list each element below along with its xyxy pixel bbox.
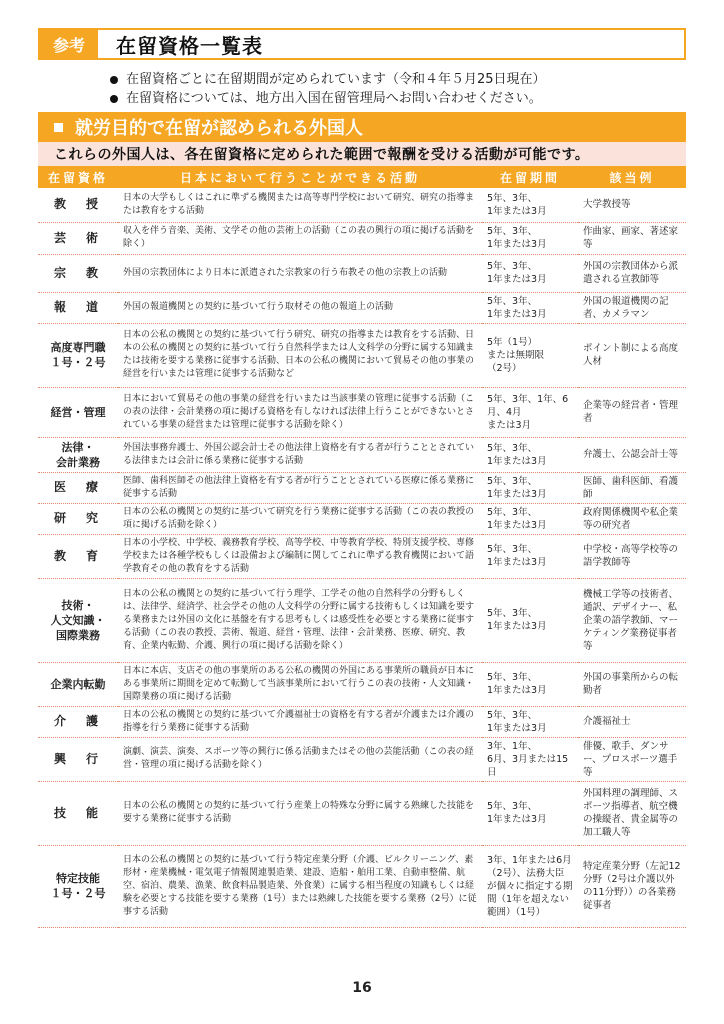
note-item — [110, 70, 546, 89]
activity-cell: 日本の大学もしくはこれに準ずる機関または高等専門学校において研究、研究の指導または教育をする活動 — [118, 188, 482, 222]
table-row — [38, 578, 686, 662]
table-header-row — [38, 166, 686, 188]
activity-cell: 日本の公私の機関との契約に基づいて研究を行う業務に従事する活動（この表の教授の項に掲げる活動を除く） — [118, 503, 482, 534]
period-cell: 5年、3年、 1年または3月 — [482, 781, 578, 845]
section-title: 就労目的で在留が認められる外国人 — [75, 118, 363, 139]
activity-cell: 日本の公私の機関との契約に基づいて行う特定産業分野（介護、ビルクリーニング、素形材・産業機械・電気電子情報関連製造業、建設、造船・舶用工業、自動車整備、航空、宿泊、農業、漁業、飲食料品製造業、外食業）に属する相当程度の知識もしくは経験を必要とする技能を要する業務（1号）または熟練した技能を要する業務（2号）に従事する活動 — [118, 845, 482, 927]
example-cell: 機械工学等の技術者、通訳、デザイナー、私企業の語学教師、マーケティング業務従事者等 — [578, 578, 686, 662]
activity-cell: 外国の宗教団体により日本に派遣された宗教家の行う布教その他の宗教上の活動 — [118, 254, 482, 292]
section-heading — [38, 112, 686, 142]
period-cell: 5年、3年、 1年または3月 — [482, 534, 578, 578]
activity-cell: 収入を伴う音楽、美術、文学その他の芸術上の活動（この表の興行の項に掲げる活動を除く） — [118, 222, 482, 254]
table-row — [38, 503, 686, 534]
period-cell: 5年、3年、 1年または3月 — [482, 706, 578, 737]
bullet-icon — [110, 76, 118, 84]
status-cell: 医 療 — [38, 472, 118, 503]
period-cell: 5年（1号） または無期限 （2号） — [482, 323, 578, 387]
activity-cell: 日本の公私の機関との契約に基づいて行う産業上の特殊な分野に属する熟練した技能を要する業務に従事する活動 — [118, 781, 482, 845]
status-cell: 特定技能 １号・２号 — [38, 845, 118, 927]
status-cell: 経営・管理 — [38, 387, 118, 437]
page-header — [38, 28, 686, 60]
activity-cell: 日本の公私の機関との契約に基づいて介護福祉士の資格を有する者が介護または介護の指導を行う業務に従事する活動 — [118, 706, 482, 737]
period-cell: 5年、3年、 1年または3月 — [482, 254, 578, 292]
example-cell: 医師、歯科医師、看護師 — [578, 472, 686, 503]
activity-cell: 日本に本店、支店その他の事業所のある公私の機関の外国にある事業所の職員が日本にある事業所に期間を定めて転勤して当該事業所において行うこの表の技術・人文知識・国際業務の項に掲げる活動 — [118, 662, 482, 706]
period-cell: 3年、1年または6月（2号）、法務大臣が個々に指定する期間（1年を超えない範囲）（1号） — [482, 845, 578, 927]
table-row — [38, 323, 686, 387]
period-cell: 5年、3年、 1年または3月 — [482, 188, 578, 222]
column-header-example: 該当例 — [578, 166, 686, 188]
table-row — [38, 737, 686, 781]
note-item — [110, 89, 546, 108]
table-row — [38, 781, 686, 845]
notes-list — [110, 70, 546, 108]
table-row — [38, 437, 686, 472]
activity-cell: 日本において貿易その他の事業の経営を行いまたは当該事業の管理に従事する活動（この表の法律・会計業務の項に掲げる資格を有しなければ法律上行うことができないとされている事業の経営または管理に従事する活動を除く） — [118, 387, 482, 437]
table-row — [38, 706, 686, 737]
square-icon — [54, 123, 63, 132]
period-cell: 5年、3年、 1年または3月 — [482, 222, 578, 254]
activity-cell: 日本の公私の機関との契約に基づいて行う研究、研究の指導または教育をする活動、日本の公私の機関との契約に基づいて行う自然科学または人文科学の分野に属する知識または技術を要する業務に従事する活動、日本の公私の機関において貿易その他の事業の経営を行いまたは管理に従事する活動など — [118, 323, 482, 387]
activity-cell: 外国の報道機関との契約に基づいて行う取材その他の報道上の活動 — [118, 292, 482, 323]
example-cell: 外国の事業所からの転勤者 — [578, 662, 686, 706]
status-cell: 技 能 — [38, 781, 118, 845]
example-cell: 俳優、歌手、ダンサー、プロスポーツ選手等 — [578, 737, 686, 781]
column-header-status: 在留資格 — [38, 166, 118, 188]
table-row — [38, 387, 686, 437]
status-cell: 研 究 — [38, 503, 118, 534]
table-row — [38, 188, 686, 222]
example-cell: 作曲家、画家、著述家等 — [578, 222, 686, 254]
status-table — [38, 166, 686, 928]
reference-tag: 参考 — [40, 30, 98, 58]
status-cell: 技術・ 人文知識・ 国際業務 — [38, 578, 118, 662]
period-cell: 5年、3年、 1年または3月 — [482, 292, 578, 323]
table-row — [38, 292, 686, 323]
note-text: 在留資格ごとに在留期間が定められています（令和４年５月25日現在） — [126, 72, 546, 87]
table-row — [38, 845, 686, 927]
column-header-period: 在留期間 — [482, 166, 578, 188]
status-cell: 教 育 — [38, 534, 118, 578]
period-cell: 5年、3年、1年、6月、4月 または3月 — [482, 387, 578, 437]
example-cell: 政府関係機関や私企業等の研究者 — [578, 503, 686, 534]
status-cell: 教 授 — [38, 188, 118, 222]
table-row — [38, 254, 686, 292]
example-cell: 中学校・高等学校等の語学教師等 — [578, 534, 686, 578]
status-cell: 興 行 — [38, 737, 118, 781]
table-row — [38, 472, 686, 503]
period-cell: 5年、3年、 1年または3月 — [482, 503, 578, 534]
period-cell: 5年、3年、 1年または3月 — [482, 662, 578, 706]
status-cell: 企業内転勤 — [38, 662, 118, 706]
bullet-icon — [110, 95, 118, 103]
status-cell: 宗 教 — [38, 254, 118, 292]
period-cell: 5年、3年、 1年または3月 — [482, 472, 578, 503]
note-text: 在留資格については、地方出入国在留管理局へお問い合わせください。 — [126, 91, 542, 106]
example-cell: 外国の宗教団体から派遣される宣教師等 — [578, 254, 686, 292]
period-cell: 5年、3年、 1年または3月 — [482, 578, 578, 662]
section-subtitle: これらの外国人は、各在留資格に定められた範囲で報酬を受ける活動が可能です。 — [38, 142, 686, 166]
activity-cell: 日本の小学校、中学校、義務教育学校、高等学校、中等教育学校、特別支援学校、専修学校または各種学校もしくは設備および編制に関してこれに準ずる教育機関において語学教育その他の教育をする活動 — [118, 534, 482, 578]
activity-cell: 演劇、演芸、演奏、スポーツ等の興行に係る活動またはその他の芸能活動（この表の経営・管理の項に掲げる活動を除く） — [118, 737, 482, 781]
status-cell: 介 護 — [38, 706, 118, 737]
example-cell: 外国の報道機関の記者、カメラマン — [578, 292, 686, 323]
example-cell: 企業等の経営者・管理者 — [578, 387, 686, 437]
example-cell: 特定産業分野（左記12分野（2号は介護以外の11分野））の各業務従事者 — [578, 845, 686, 927]
example-cell: 介護福祉士 — [578, 706, 686, 737]
page-title: 在留資格一覧表 — [116, 33, 263, 58]
example-cell: 弁護士、公認会計士等 — [578, 437, 686, 472]
column-header-activity: 日本において行うことができる活動 — [118, 166, 482, 188]
page-number: 16 — [352, 980, 372, 996]
table-body — [38, 188, 686, 927]
table-row — [38, 222, 686, 254]
example-cell: 外国料理の調理師、スポーツ指導者、航空機の操縦者、貴金属等の加工職人等 — [578, 781, 686, 845]
status-cell: 報 道 — [38, 292, 118, 323]
status-cell: 高度専門職 １号・２号 — [38, 323, 118, 387]
activity-cell: 日本の公私の機関との契約に基づいて行う理学、工学その他の自然科学の分野もしくは、法律学、経済学、社会学その他の人文科学の分野に属する技術もしくは知識を要する業務または外国の文化に基盤を有する思考もしくは感受性を必要とする業務に従事する活動（この表の教授、芸術、報道、経営・管理、法律・会計業務、医療、研究、教育、企業内転勤、介護、興行の項に掲げる活動を除く） — [118, 578, 482, 662]
example-cell: ポイント制による高度人材 — [578, 323, 686, 387]
status-cell: 芸 術 — [38, 222, 118, 254]
activity-cell: 外国法事務弁護士、外国公認会計士その他法律上資格を有する者が行うこととされている法律または会計に係る業務に従事する活動 — [118, 437, 482, 472]
example-cell: 大学教授等 — [578, 188, 686, 222]
period-cell: 5年、3年、 1年または3月 — [482, 437, 578, 472]
table-row — [38, 662, 686, 706]
activity-cell: 医師、歯科医師その他法律上資格を有する者が行うこととされている医療に係る業務に従事する活動 — [118, 472, 482, 503]
table-row — [38, 534, 686, 578]
period-cell: 3年、1年、 6月、3月または15日 — [482, 737, 578, 781]
status-cell: 法律・ 会計業務 — [38, 437, 118, 472]
